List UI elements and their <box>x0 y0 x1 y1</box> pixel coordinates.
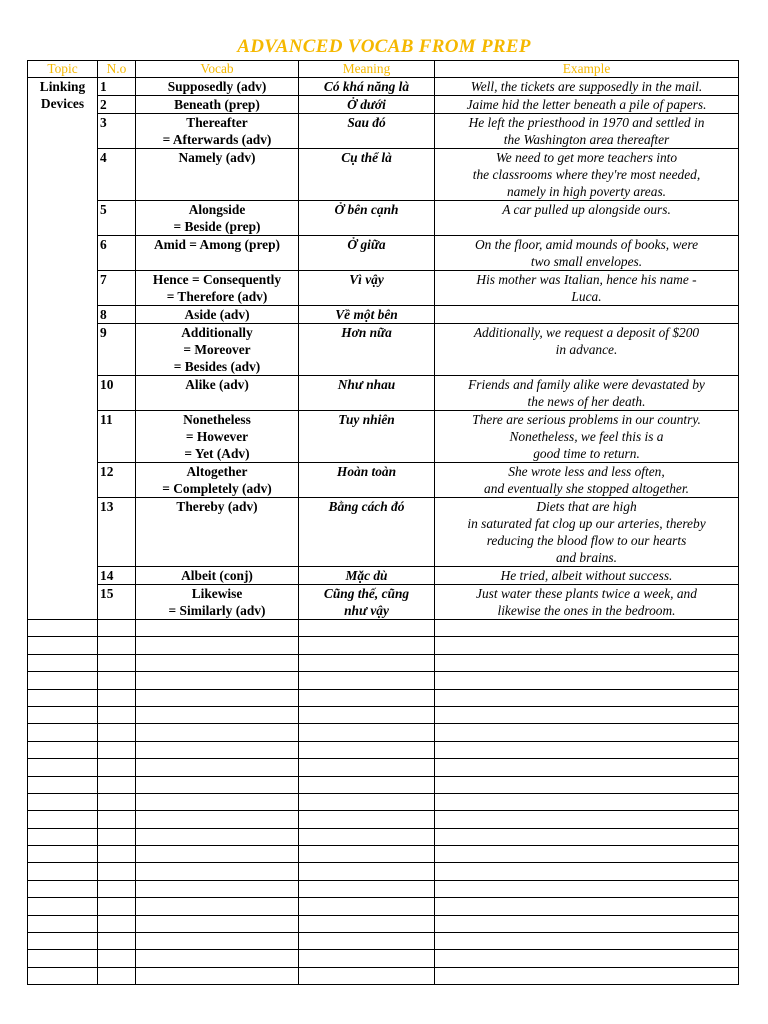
empty-row <box>28 741 739 758</box>
vocab-meaning: Cũng thế, cũng như vậy <box>299 585 435 620</box>
vocab-word: Alike (adv) <box>136 376 299 411</box>
empty-cell <box>98 706 136 723</box>
empty-cell <box>28 759 98 776</box>
table-row <box>28 306 739 324</box>
empty-cell <box>98 741 136 758</box>
table-row <box>28 463 739 498</box>
empty-cell <box>98 828 136 845</box>
empty-row <box>28 880 739 897</box>
empty-row <box>28 793 739 810</box>
row-number: 5 <box>98 201 136 236</box>
empty-cell <box>299 706 435 723</box>
empty-cell <box>435 967 739 984</box>
empty-cell <box>435 846 739 863</box>
empty-cell <box>98 898 136 915</box>
vocab-example: Additionally, we request a deposit of $200 in advance. <box>435 324 739 376</box>
empty-cell <box>435 706 739 723</box>
header-example: Example <box>435 61 739 78</box>
vocab-word: Altogether = Completely (adv) <box>136 463 299 498</box>
empty-cell <box>98 793 136 810</box>
empty-row <box>28 950 739 967</box>
vocab-example: His mother was Italian, hence his name - Luca. <box>435 271 739 306</box>
vocab-example: Diets that are high in saturated fat clog up our arteries, thereby reducing the blood flow to our hearts and brains. <box>435 498 739 567</box>
header-vocab: Vocab <box>136 61 299 78</box>
empty-cell <box>136 776 299 793</box>
empty-cell <box>136 846 299 863</box>
table-row <box>28 78 739 96</box>
empty-cell <box>98 724 136 741</box>
vocab-example: She wrote less and less often, and eventually she stopped altogether. <box>435 463 739 498</box>
vocab-meaning: Bằng cách đó <box>299 498 435 567</box>
header-meaning: Meaning <box>299 61 435 78</box>
empty-cell <box>299 741 435 758</box>
vocab-word: Likewise = Similarly (adv) <box>136 585 299 620</box>
vocab-example: There are serious problems in our country. Nonetheless, we feel this is a good time to return. <box>435 411 739 463</box>
empty-cell <box>28 741 98 758</box>
row-number: 11 <box>98 411 136 463</box>
empty-cell <box>435 759 739 776</box>
empty-cell <box>98 637 136 654</box>
empty-cell <box>28 811 98 828</box>
empty-cell <box>299 863 435 880</box>
empty-cell <box>299 793 435 810</box>
empty-cell <box>299 967 435 984</box>
empty-row <box>28 915 739 932</box>
empty-row <box>28 933 739 950</box>
empty-cell <box>299 689 435 706</box>
row-number: 9 <box>98 324 136 376</box>
empty-cell <box>98 915 136 932</box>
vocab-example: He tried, albeit without success. <box>435 567 739 585</box>
table-row <box>28 585 739 620</box>
empty-cell <box>98 672 136 689</box>
empty-cell <box>435 689 739 706</box>
empty-cell <box>136 915 299 932</box>
vocab-word: Albeit (conj) <box>136 567 299 585</box>
empty-row <box>28 654 739 671</box>
empty-cell <box>136 741 299 758</box>
empty-cell <box>299 950 435 967</box>
empty-cell <box>136 967 299 984</box>
empty-cell <box>299 811 435 828</box>
empty-cell <box>435 672 739 689</box>
empty-cell <box>98 880 136 897</box>
row-number: 4 <box>98 149 136 201</box>
row-number: 12 <box>98 463 136 498</box>
empty-cell <box>28 950 98 967</box>
table-row <box>28 324 739 376</box>
empty-cell <box>136 689 299 706</box>
vocab-example: Just water these plants twice a week, and likewise the ones in the bedroom. <box>435 585 739 620</box>
vocab-word: Beneath (prep) <box>136 96 299 114</box>
empty-cell <box>299 672 435 689</box>
vocab-example: A car pulled up alongside ours. <box>435 201 739 236</box>
row-number: 1 <box>98 78 136 96</box>
empty-row <box>28 846 739 863</box>
vocab-word: Amid = Among (prep) <box>136 236 299 271</box>
empty-cell <box>299 828 435 845</box>
table-header-row <box>28 61 739 78</box>
topic-cell: Linking Devices <box>28 78 98 620</box>
table-row <box>28 567 739 585</box>
empty-cell <box>299 637 435 654</box>
vocab-meaning: Tuy nhiên <box>299 411 435 463</box>
empty-cell <box>136 620 299 637</box>
vocab-word: Additionally = Moreover = Besides (adv) <box>136 324 299 376</box>
empty-cell <box>98 933 136 950</box>
row-number: 3 <box>98 114 136 149</box>
empty-cell <box>136 950 299 967</box>
table-row <box>28 376 739 411</box>
empty-cell <box>28 967 98 984</box>
empty-cell <box>28 863 98 880</box>
empty-cell <box>136 759 299 776</box>
vocab-meaning: Về một bên <box>299 306 435 324</box>
vocab-example: Jaime hid the letter beneath a pile of papers. <box>435 96 739 114</box>
empty-cell <box>299 776 435 793</box>
empty-cell <box>136 637 299 654</box>
empty-cell <box>28 776 98 793</box>
empty-row <box>28 898 739 915</box>
row-number: 10 <box>98 376 136 411</box>
vocab-table <box>27 60 739 985</box>
vocab-word: Namely (adv) <box>136 149 299 201</box>
vocab-word: Supposedly (adv) <box>136 78 299 96</box>
empty-cell <box>28 828 98 845</box>
header-topic: Topic <box>28 61 98 78</box>
vocab-meaning: Ở dưới <box>299 96 435 114</box>
empty-cell <box>28 654 98 671</box>
row-number: 6 <box>98 236 136 271</box>
vocab-word: Hence = Consequently = Therefore (adv) <box>136 271 299 306</box>
vocab-example: He left the priesthood in 1970 and settled in the Washington area thereafter <box>435 114 739 149</box>
vocab-example <box>435 306 739 324</box>
empty-row <box>28 967 739 984</box>
vocab-meaning: Mặc dù <box>299 567 435 585</box>
table-row <box>28 149 739 201</box>
empty-cell <box>136 811 299 828</box>
empty-cell <box>435 915 739 932</box>
empty-cell <box>435 898 739 915</box>
empty-cell <box>98 811 136 828</box>
empty-cell <box>435 950 739 967</box>
vocab-meaning: Ở bên cạnh <box>299 201 435 236</box>
vocab-example: We need to get more teachers into the classrooms where they're most needed, namely in high poverty areas. <box>435 149 739 201</box>
empty-cell <box>299 915 435 932</box>
empty-cell <box>435 880 739 897</box>
empty-row <box>28 811 739 828</box>
empty-cell <box>28 620 98 637</box>
empty-cell <box>299 880 435 897</box>
page-title: ADVANCED VOCAB FROM PREP <box>237 36 531 57</box>
vocab-example: On the floor, amid mounds of books, were two small envelopes. <box>435 236 739 271</box>
row-number: 14 <box>98 567 136 585</box>
row-number: 13 <box>98 498 136 567</box>
empty-cell <box>98 776 136 793</box>
empty-cell <box>28 793 98 810</box>
empty-row <box>28 759 739 776</box>
empty-cell <box>299 898 435 915</box>
table-row <box>28 498 739 567</box>
vocab-word: Alongside = Beside (prep) <box>136 201 299 236</box>
empty-cell <box>136 880 299 897</box>
table-row <box>28 201 739 236</box>
vocab-word: Aside (adv) <box>136 306 299 324</box>
empty-cell <box>98 654 136 671</box>
empty-cell <box>98 846 136 863</box>
empty-cell <box>435 654 739 671</box>
empty-cell <box>98 967 136 984</box>
empty-row <box>28 828 739 845</box>
vocab-word: Nonetheless = However = Yet (Adv) <box>136 411 299 463</box>
empty-cell <box>435 933 739 950</box>
vocab-example: Well, the tickets are supposedly in the mail. <box>435 78 739 96</box>
header-no: N.o <box>98 61 136 78</box>
empty-cell <box>435 828 739 845</box>
empty-row <box>28 706 739 723</box>
row-number: 15 <box>98 585 136 620</box>
row-number: 7 <box>98 271 136 306</box>
empty-cell <box>136 672 299 689</box>
empty-cell <box>435 741 739 758</box>
empty-cell <box>28 672 98 689</box>
vocab-meaning: Như nhau <box>299 376 435 411</box>
empty-row <box>28 776 739 793</box>
empty-cell <box>136 898 299 915</box>
empty-cell <box>28 880 98 897</box>
vocab-example: Friends and family alike were devastated by the news of her death. <box>435 376 739 411</box>
table-row <box>28 411 739 463</box>
empty-cell <box>136 654 299 671</box>
empty-cell <box>435 811 739 828</box>
vocab-meaning: Ở giữa <box>299 236 435 271</box>
empty-cell <box>435 793 739 810</box>
empty-cell <box>28 689 98 706</box>
empty-cell <box>435 620 739 637</box>
empty-cell <box>136 933 299 950</box>
table-row <box>28 96 739 114</box>
empty-cell <box>28 846 98 863</box>
empty-cell <box>98 689 136 706</box>
empty-cell <box>299 846 435 863</box>
row-number: 8 <box>98 306 136 324</box>
empty-cell <box>136 793 299 810</box>
table-row <box>28 236 739 271</box>
table-row <box>28 114 739 149</box>
row-number: 2 <box>98 96 136 114</box>
empty-cell <box>435 863 739 880</box>
vocab-meaning: Hơn nữa <box>299 324 435 376</box>
empty-cell <box>136 863 299 880</box>
empty-cell <box>28 724 98 741</box>
empty-cell <box>98 620 136 637</box>
table-row <box>28 271 739 306</box>
empty-cell <box>28 898 98 915</box>
empty-row <box>28 637 739 654</box>
empty-cell <box>299 759 435 776</box>
empty-cell <box>98 759 136 776</box>
empty-cell <box>299 724 435 741</box>
empty-cell <box>435 776 739 793</box>
empty-cell <box>299 933 435 950</box>
empty-cell <box>98 950 136 967</box>
vocab-meaning: Sau đó <box>299 114 435 149</box>
empty-cell <box>28 706 98 723</box>
empty-cell <box>28 915 98 932</box>
vocab-word: Thereby (adv) <box>136 498 299 567</box>
empty-cell <box>136 828 299 845</box>
vocab-word: Thereafter = Afterwards (adv) <box>136 114 299 149</box>
vocab-meaning: Có khá năng là <box>299 78 435 96</box>
empty-cell <box>136 706 299 723</box>
empty-cell <box>28 637 98 654</box>
empty-cell <box>28 933 98 950</box>
empty-cell <box>299 654 435 671</box>
empty-row <box>28 724 739 741</box>
empty-row <box>28 620 739 637</box>
vocab-meaning: Hoàn toàn <box>299 463 435 498</box>
vocab-meaning: Cụ thể là <box>299 149 435 201</box>
empty-cell <box>435 637 739 654</box>
empty-row <box>28 689 739 706</box>
empty-row <box>28 672 739 689</box>
empty-cell <box>98 863 136 880</box>
empty-cell <box>435 724 739 741</box>
vocab-meaning: Vì vậy <box>299 271 435 306</box>
empty-cell <box>136 724 299 741</box>
empty-cell <box>299 620 435 637</box>
empty-row <box>28 863 739 880</box>
